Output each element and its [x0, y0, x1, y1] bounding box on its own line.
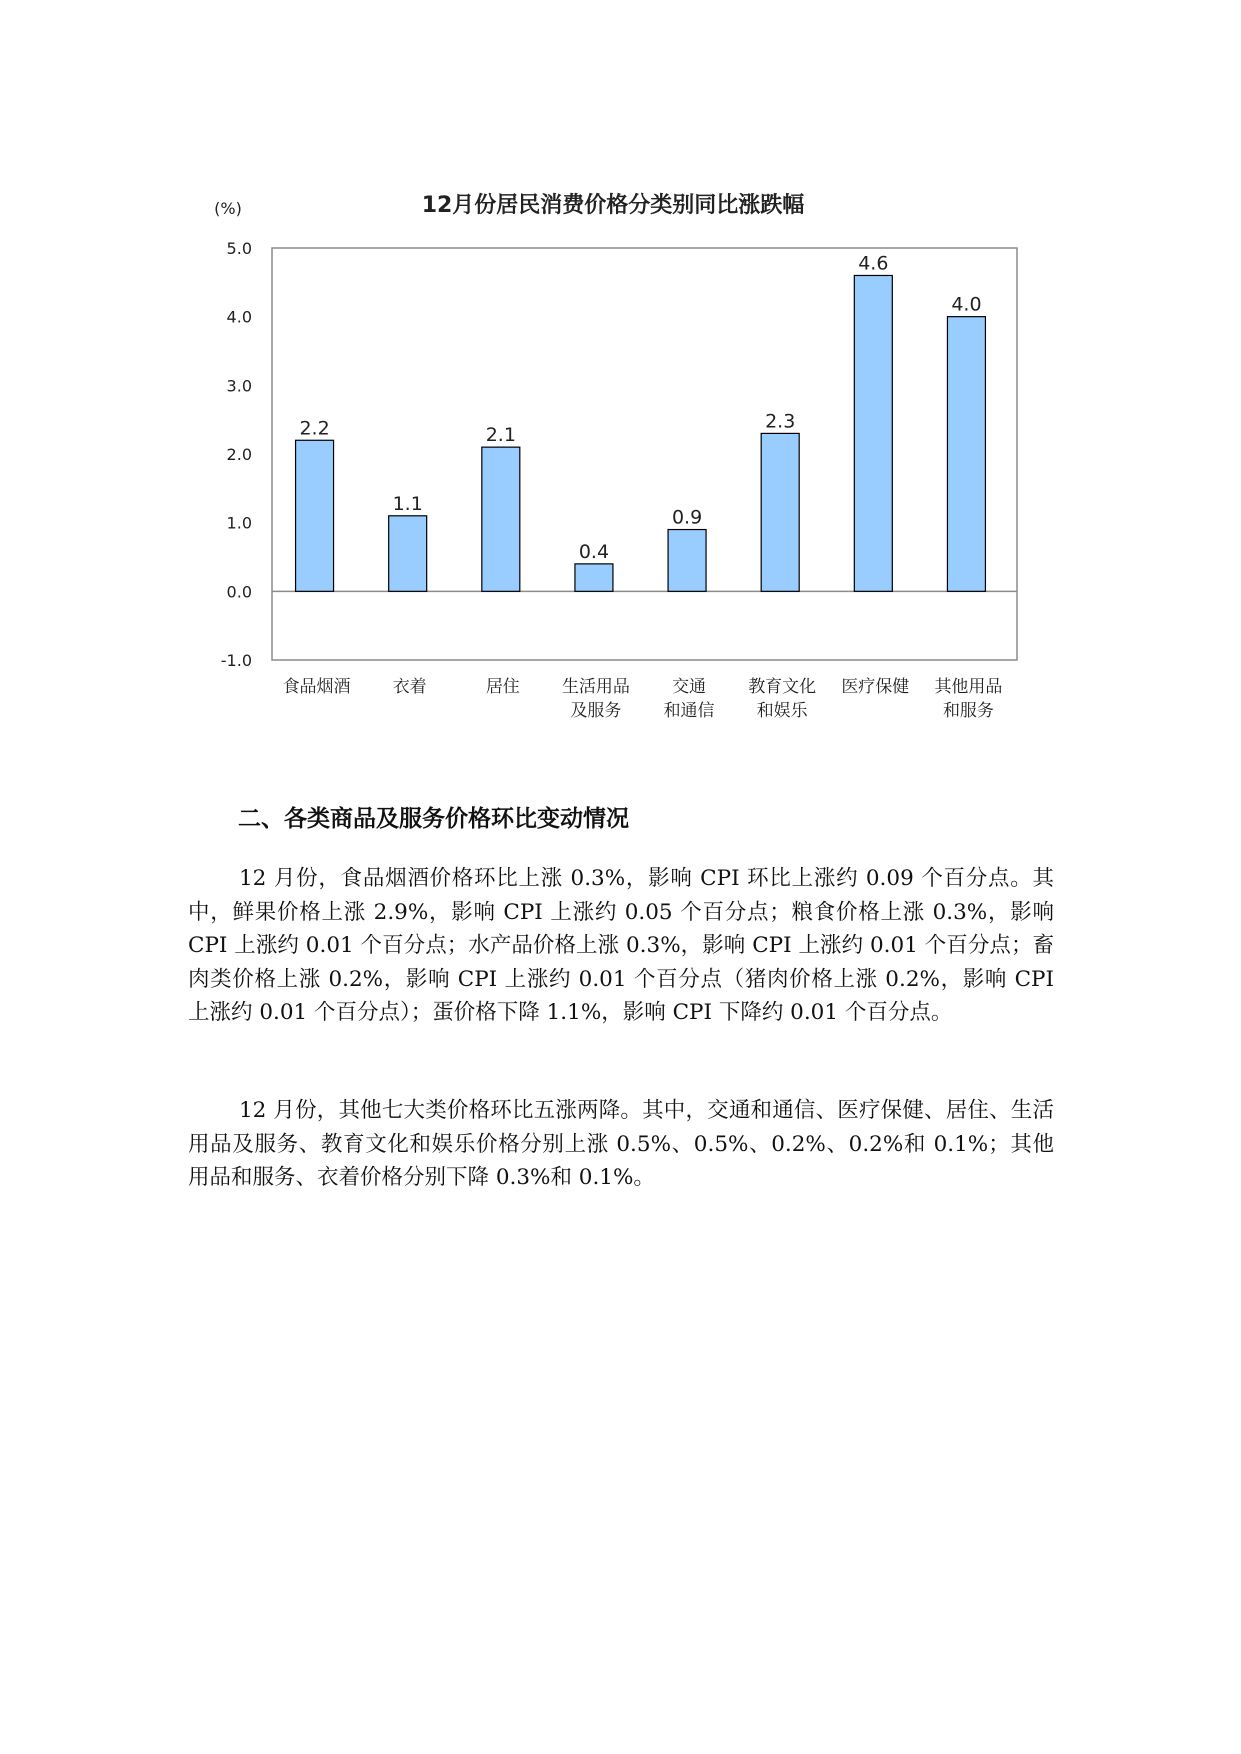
bar-value-label: 2.2 — [299, 417, 330, 440]
y-tick-label: 0.0 — [226, 582, 252, 602]
x-axis-category-labels — [283, 676, 1003, 721]
x-tick-label: 生活用品 — [561, 677, 630, 697]
bar — [854, 275, 892, 591]
bar — [482, 447, 520, 591]
y-axis-unit-label: (%) — [214, 199, 242, 218]
x-tick-label: 及服务 — [570, 701, 622, 721]
bar — [296, 440, 334, 591]
bar — [668, 530, 706, 592]
bar — [947, 317, 985, 592]
bar — [761, 433, 799, 591]
bar-value-label: 4.0 — [951, 293, 982, 316]
bar-value-label: 0.4 — [578, 540, 610, 563]
bar-value-label: 4.6 — [858, 252, 889, 275]
x-tick-label: 衣着 — [392, 677, 427, 697]
x-tick-label: 和服务 — [942, 701, 994, 721]
x-tick-label: 交通 — [672, 677, 707, 697]
x-tick-label: 食品烟酒 — [282, 677, 351, 697]
y-tick-label: -1.0 — [220, 651, 252, 670]
y-tick-label: 5.0 — [226, 239, 252, 258]
y-tick-label: 2.0 — [226, 445, 252, 464]
bar — [389, 516, 427, 592]
x-tick-label: 医疗保健 — [841, 677, 910, 697]
y-axis-ticks — [221, 239, 252, 670]
y-tick-label: 3.0 — [226, 376, 252, 396]
bar-value-label: 2.1 — [485, 424, 516, 447]
chart-title: 12月份居民消费价格分类别同比涨跌幅 — [421, 193, 805, 218]
x-tick-label: 居住 — [485, 677, 520, 697]
x-tick-label: 教育文化 — [748, 677, 817, 697]
paragraph-food-prices: 12 月份，食品烟酒价格环比上涨 0.3%，影响 CPI 环比上涨约 0.09 个百分点。其中，鲜果价格上涨 2.9%，影响 CPI 上涨约 0.05 个百分点；粮食价格上涨 0.3%，影响 CPI 上涨约 0.01 个百分点；水产品价格上涨 0.3%，影响 CPI 上涨约 0.01 个百分点；畜肉类价格上涨 0.2%，影响 CPI 上涨约 0.01 个百分点（猪肉价格上涨 0.2%，影响 CPI 上涨约 0.01 个百分点）；蛋价格下降 1.1%，影响 CPI 下降约 0.01 个百分点。 — [188, 866, 1054, 1025]
y-tick-label: 1.0 — [226, 513, 252, 533]
section-heading: 二、各类商品及服务价格环比变动情况 — [238, 806, 629, 832]
bar-value-label: 1.1 — [392, 492, 423, 515]
bar — [575, 564, 613, 591]
x-tick-label: 其他用品 — [934, 677, 1003, 697]
plot-area-frame — [272, 248, 1017, 660]
bar-value-label: 0.9 — [671, 506, 703, 529]
paragraph-other-categories: 12 月份，其他七大类价格环比五涨两降。其中，交通和通信、医疗保健、居住、生活用品及服务、教育文化和娱乐价格分别上涨 0.5%、0.5%、0.2%、0.2%和 0.1%；其他用品和服务、衣着价格分别下降 0.3%和 0.1%。 — [188, 1098, 1054, 1190]
bar-value-label: 2.3 — [765, 410, 796, 433]
x-tick-label: 和娱乐 — [756, 701, 808, 721]
cpi-bar-chart — [0, 0, 1241, 760]
x-tick-label: 和通信 — [663, 701, 715, 721]
y-tick-label: 4.0 — [226, 307, 252, 327]
bar-series — [296, 252, 986, 591]
